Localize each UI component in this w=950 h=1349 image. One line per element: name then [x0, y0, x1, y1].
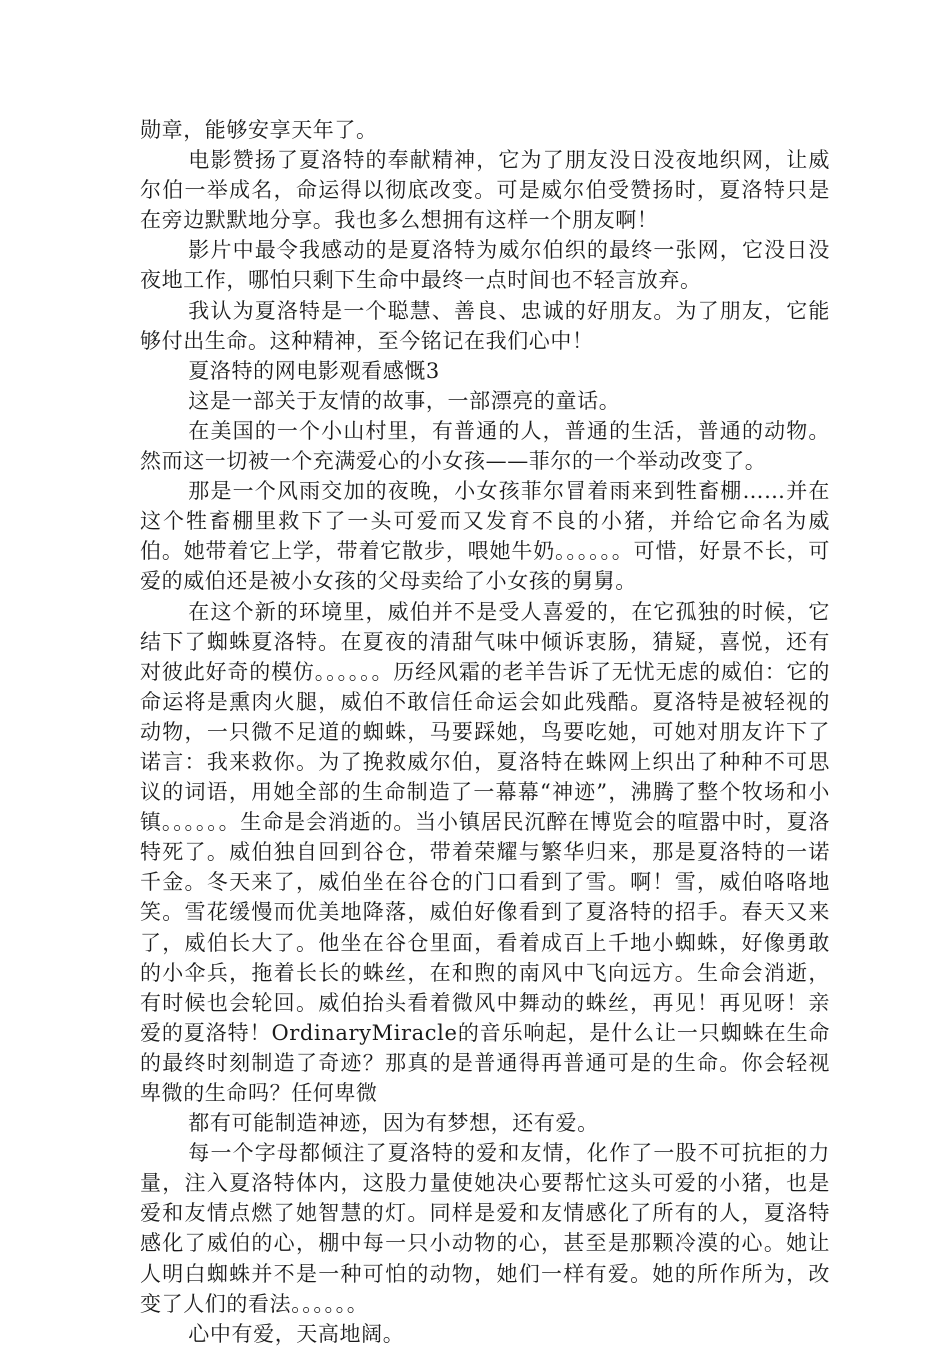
- paragraph: 心中有爱，天高地阔。: [188, 1321, 405, 1346]
- paragraph: 影片中最令我感动的是夏洛特为威尔伯织的最终一张网，它没日没夜地工作，哪怕只剩下生命中最终一点时间也不轻言放弃。: [140, 238, 830, 293]
- paragraph: 那是一个风雨交加的夜晚，小女孩菲尔冒着雨来到牲畜棚……并在这个牲畜棚里救下了一头可爱而又发育不良的小猪，并给它命名为威伯。她带着它上学，带着它散步，喂她牛奶。。。。。。可惜，好景不长，可爱的威伯还是被小女孩的父母卖给了小女孩的舅舅。: [140, 479, 830, 594]
- paragraph: 电影赞扬了夏洛特的奉献精神，它为了朋友没日没夜地织网，让威尔伯一举成名，命运得以彻底改变。可是威尔伯受赞扬时，夏洛特只是在旁边默默地分享。我也多么想拥有这样一个朋友啊！: [140, 148, 830, 233]
- paragraph: 我认为夏洛特是一个聪慧、善良、忠诚的好朋友。为了朋友，它能够付出生命。这种精神，至今铭记在我们心中！: [140, 298, 830, 353]
- document-body: [140, 115, 830, 1349]
- paragraph: 都有可能制造神迹，因为有梦想，还有爱。: [188, 1111, 599, 1136]
- section-heading: 夏洛特的网电影观看感慨3: [188, 358, 440, 383]
- paragraph: 勋章，能够安享天年了。: [140, 118, 378, 142]
- paragraph: 这是一部关于友情的故事，一部漂亮的童话。: [188, 388, 621, 413]
- paragraph: 每一个字母都倾注了夏洛特的爱和友情，化作了一股不可抗拒的力量，注入夏洛特体内，这股力量使她决心要帮忙这头可爱的小猪，也是爱和友情点燃了她智慧的灯。同样是爱和友情感化了所有的人，夏洛特感化了威伯的心，棚中每一只小动物的心，甚至是那颗冷漠的心。她让人明白蜘蛛并不是一种可怕的动物，她们一样有爱。她的所作所为，改变了人们的看法。。。。。。: [140, 1141, 830, 1316]
- paragraph: 在美国的一个小山村里，有普通的人，普通的生活，普通的动物。然而这一切被一个充满爱心的小女孩——菲尔的一个举动改变了。: [140, 418, 830, 474]
- paragraph: 在这个新的环境里，威伯并不是受人喜爱的，在它孤独的时候，它结下了蜘蛛夏洛特。在夏夜的清甜气味中倾诉衷肠，猜疑，喜悦，还有对彼此好奇的模仿。。。。。。历经风霜的老羊告诉了无忧无虑的威伯：它的命运将是熏肉火腿，威伯不敢信任命运会如此残酷。夏洛特是被轻视的动物，一只微不足道的蜘蛛，马要踩她，鸟要吃她，可她对朋友许下了诺言：我来救你。为了挽救威尔伯，夏洛特在蛛网上织出了种种不可思议的词语，用她全部的生命制造了一幕幕“神迹”，沸腾了整个牧场和小镇。。。。。。生命是会消逝的。当小镇居民沉醉在博览会的喧嚣中时，夏洛特死了。威伯独自回到谷仓，带着荣耀与繁华归来，那是夏洛特的一诺千金。冬天来了，威伯坐在谷仓的门口看到了雪。啊！雪，威伯咯咯地笑。雪花缓慢而优美地降落，威伯好像看到了夏洛特的招手。春天又来了，威伯长大了。他坐在谷仓里面，看着成百上千地小蜘蛛，好像勇敢的小伞兵，拖着长长的蛛丝，在和煦的南风中飞向远方。生命会消逝，有时候也会轮回。威伯抬头看着微风中舞动的蛛丝，再见！再见呀！亲爱的夏洛特！OrdinaryMiracle的音乐响起，是什么让一只蜘蛛在生命的最终时刻制造了奇迹？那真的是普通得再普通可是的生命。你会轻视卑微的生命吗？任何卑微: [140, 599, 830, 1105]
